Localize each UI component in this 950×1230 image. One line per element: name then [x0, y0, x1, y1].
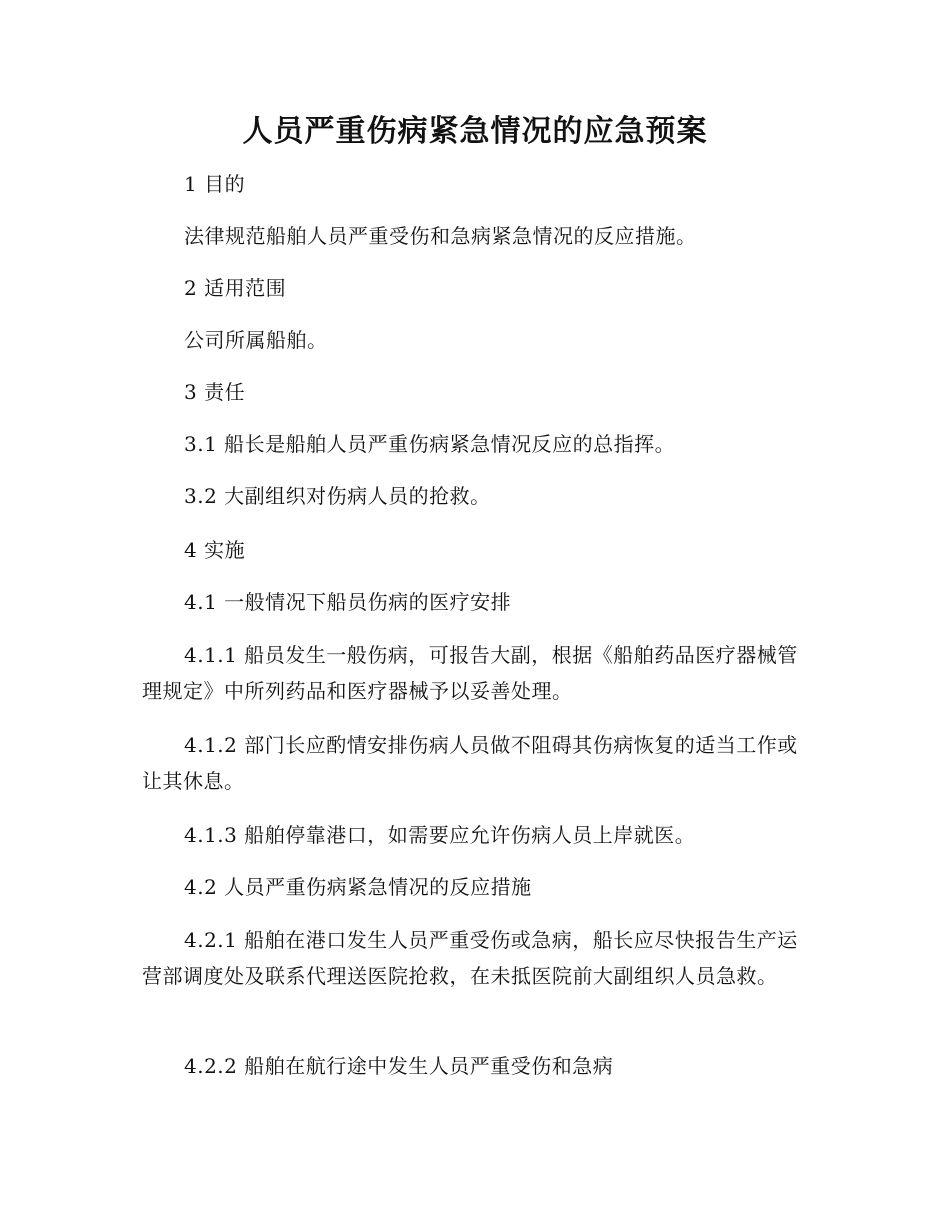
paragraph: 4.1.3 船舶停靠港口，如需要应允许伤病人员上岸就医。 [184, 823, 696, 847]
heading-scope: 2 适用范围 [184, 276, 287, 300]
paragraph: 4.2.1 船舶在港口发生人员严重受伤或急病，船长应尽快报告生产运营部调度处及联系代理送医院抢救，在未抵医院前大副组织人员急救。 [142, 928, 798, 988]
subheading: 4.2 人员严重伤病紧急情况的反应措施 [184, 875, 532, 899]
paragraph: 4.2.2 船舶在航行途中发生人员严重受伤和急病 [184, 1054, 614, 1078]
paragraph: 4.1.1 船员发生一般伤病，可报告大副，根据《船舶药品医疗器械管理规定》中所列药品和医疗器械予以妥善处理。 [142, 643, 798, 703]
paragraph: 法律规范船舶人员严重受伤和急病紧急情况的反应措施。 [184, 224, 697, 248]
document-title: 人员严重伤病紧急情况的应急预案 [242, 114, 708, 149]
paragraph: 4.1.2 部门长应酌情安排伤病人员做不阻碍其伤病恢复的适当工作或让其休息。 [142, 733, 798, 793]
heading-purpose: 1 目的 [184, 172, 246, 196]
paragraph: 3.2 大副组织对伤病人员的抢救。 [184, 484, 491, 508]
heading-responsibility: 3 责任 [184, 380, 246, 404]
paragraph: 3.1 船长是船舶人员严重伤病紧急情况反应的总指挥。 [184, 432, 676, 456]
paragraph: 公司所属船舶。 [184, 328, 328, 352]
heading-implementation: 4 实施 [184, 538, 246, 562]
subheading: 4.1 一般情况下船员伤病的医疗安排 [184, 590, 512, 614]
